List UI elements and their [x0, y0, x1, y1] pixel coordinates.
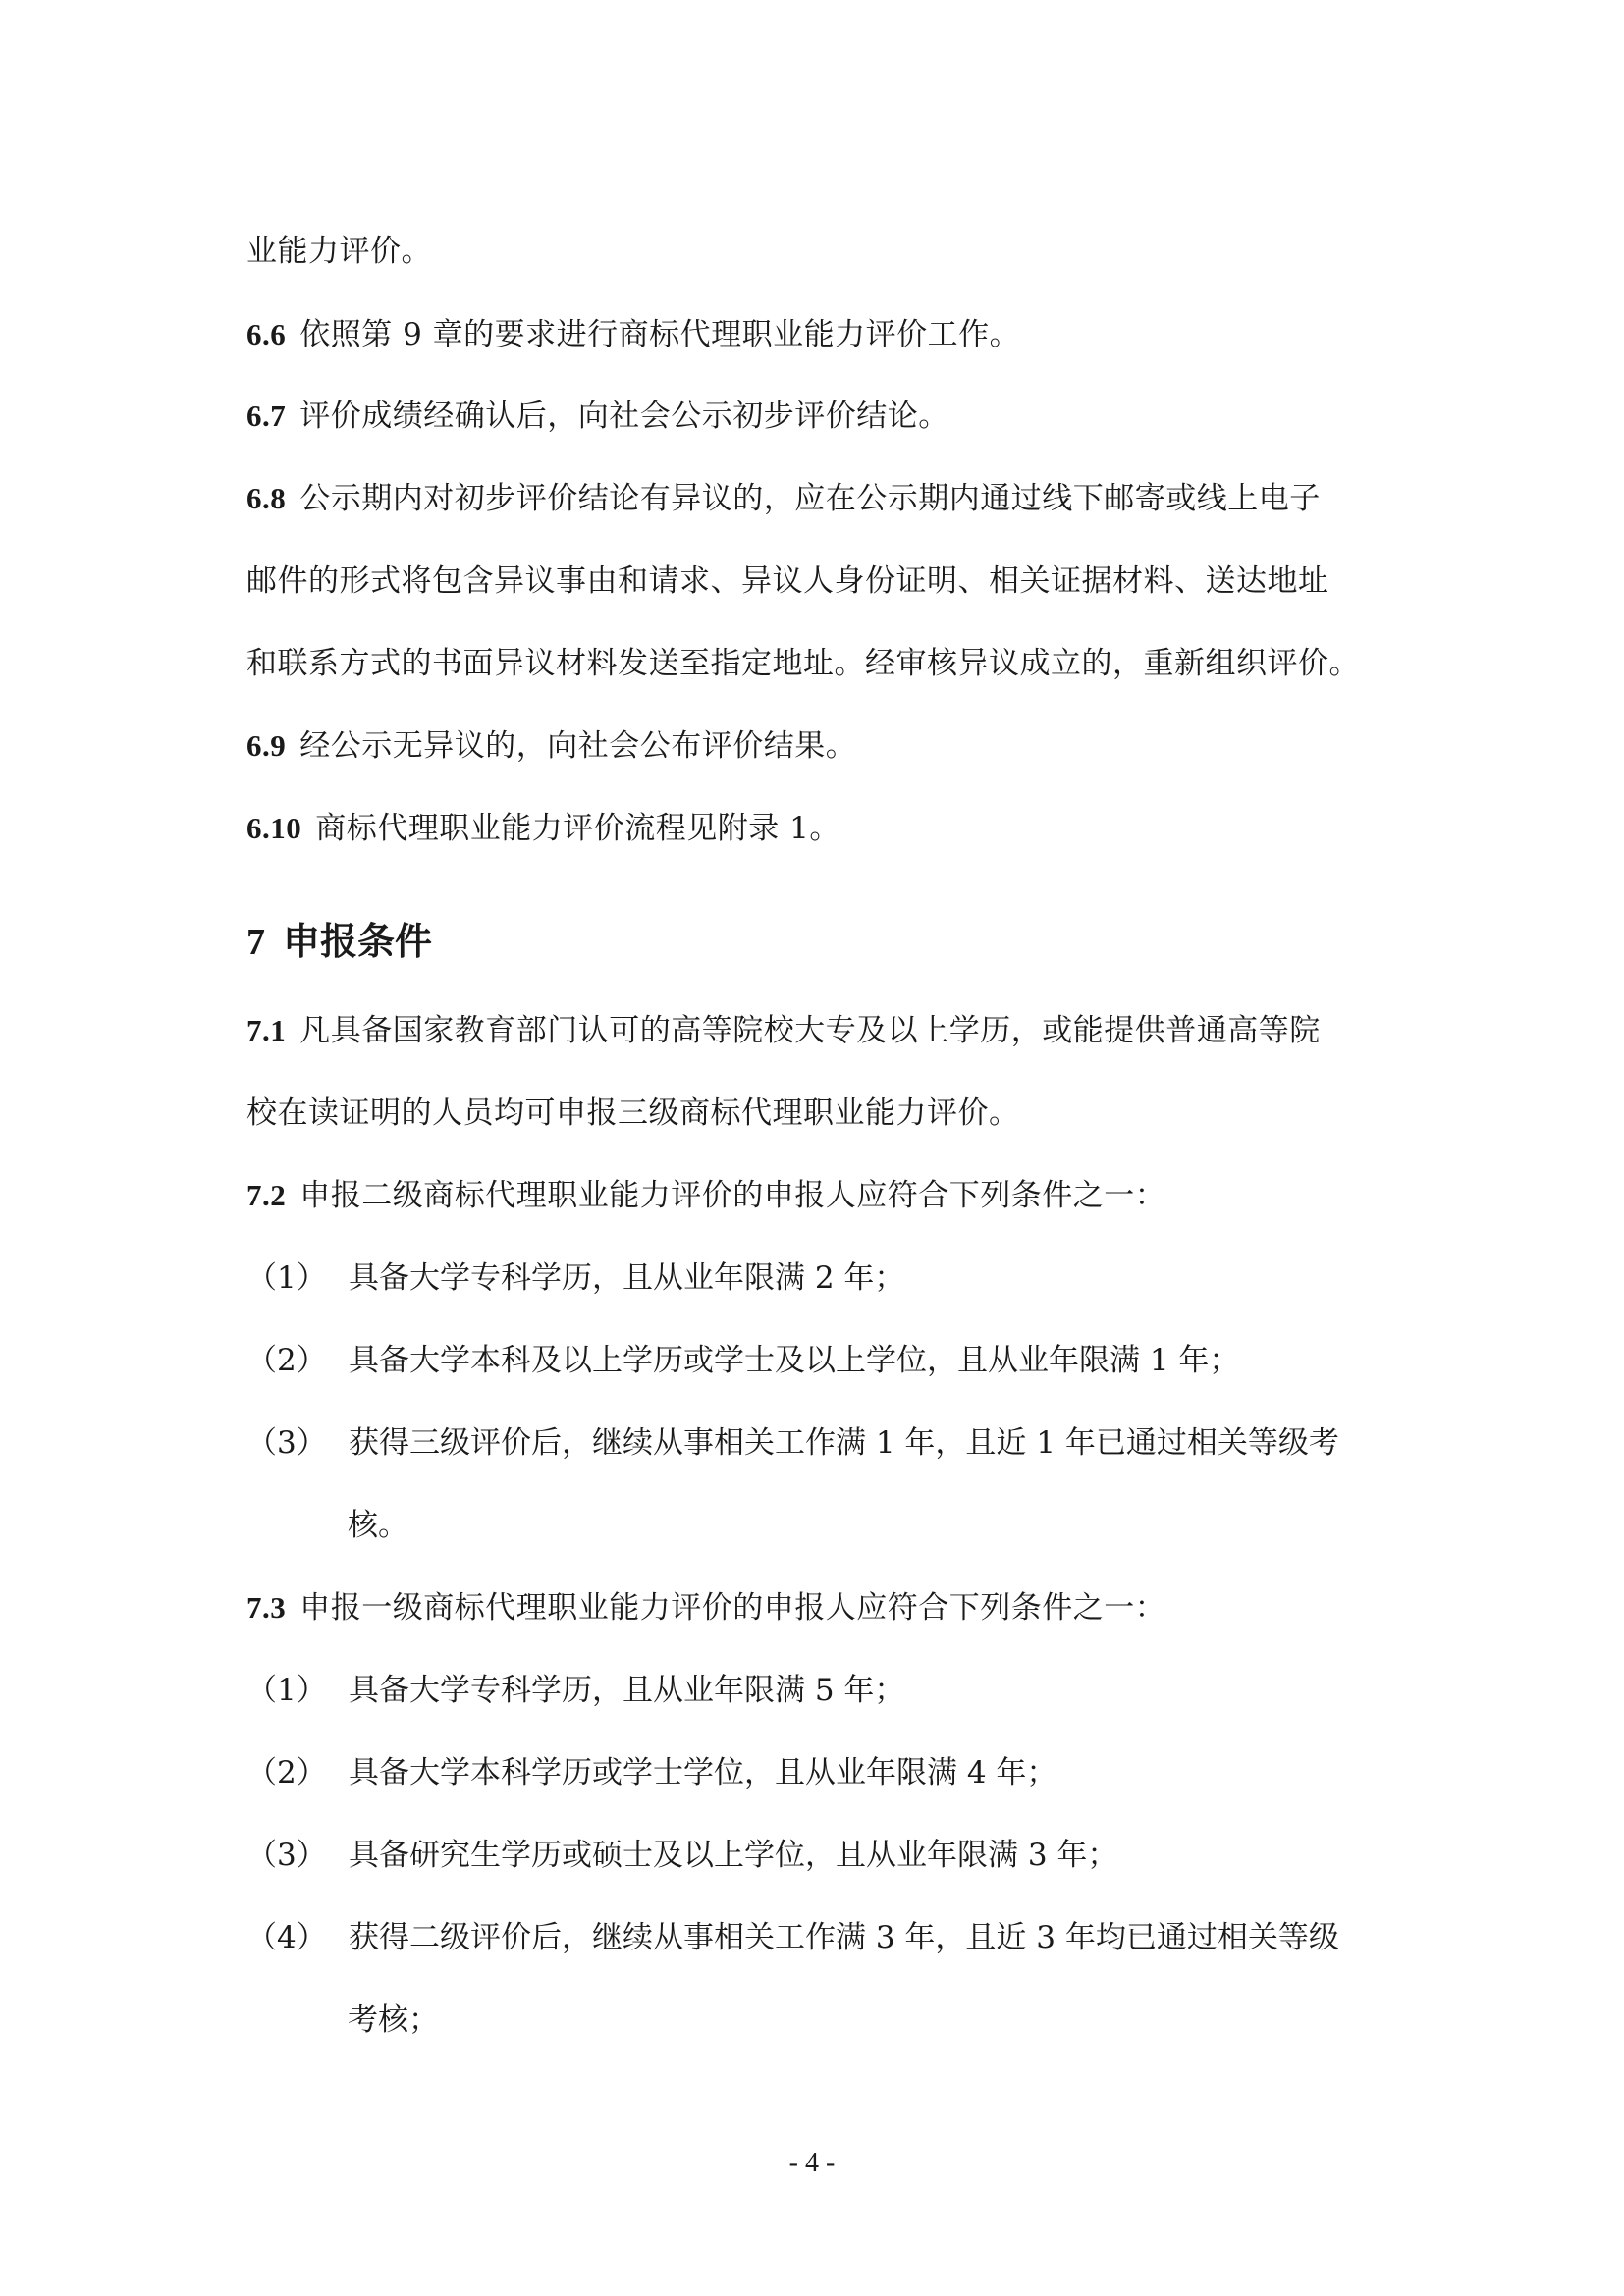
clause-number: 7.2: [246, 1178, 287, 1212]
continuation-line: 业能力评价。: [246, 234, 432, 269]
clause-6-8-line-3: 和联系方式的书面异议材料发送至指定地址。经审核异议成立的，重新组织评价。: [246, 646, 1360, 681]
item-text: 具备大学专科学历，且从业年限满 5 年；: [349, 1673, 905, 1708]
clause-6-7: [246, 397, 949, 436]
clause-text: 公示期内对初步评价结论有异议的，应在公示期内通过线下邮寄或线上电子: [299, 481, 1321, 516]
item-label: （3）: [246, 1425, 327, 1461]
item-text: 具备大学本科学历或学士学位，且从业年限满 4 年；: [349, 1755, 1057, 1790]
section-number: 7: [246, 922, 265, 963]
clause-7-3-item-1: [246, 1671, 904, 1710]
clause-text: 申报一级商标代理职业能力评价的申报人应符合下列条件之一：: [299, 1590, 1166, 1626]
item-text: 具备研究生学历或硕士及以上学位，且从业年限满 3 年；: [349, 1838, 1118, 1873]
item-text: 具备大学专科学历，且从业年限满 2 年；: [349, 1260, 905, 1296]
item-label: （3）: [246, 1838, 327, 1873]
clause-number: 6.7: [246, 399, 287, 433]
item-text: 具备大学本科及以上学历或学士及以上学位，且从业年限满 1 年；: [349, 1343, 1240, 1378]
clause-6-9: [246, 726, 856, 766]
section-title: 申报条件: [283, 920, 433, 963]
item-label: （1）: [246, 1673, 327, 1708]
clause-7-3-item-3: [246, 1836, 1117, 1875]
clause-text: 依照第 9 章的要求进行商标代理职业能力评价工作。: [299, 317, 1021, 352]
clause-text: 商标代理职业能力评价流程见附录 1。: [315, 811, 840, 846]
clause-7-2-item-3: [246, 1423, 1339, 1463]
clause-text: 凡具备国家教育部门认可的高等院校大专及以上学历，或能提供普通高等院: [299, 1013, 1321, 1048]
section-7-heading: [246, 918, 432, 966]
clause-text: 评价成绩经确认后，向社会公示初步评价结论。: [299, 399, 949, 434]
clause-number: 7.3: [246, 1590, 287, 1625]
clause-6-8: [246, 479, 1321, 518]
clause-7-3-item-4: [246, 1918, 1339, 1957]
clause-6-8-line-2: 邮件的形式将包含异议事由和请求、异议人身份证明、相关证据材料、送达地址: [246, 563, 1329, 599]
clause-text: 经公示无异议的，向社会公布评价结果。: [299, 728, 857, 764]
item-text: 获得三级评价后，继续从事相关工作满 1 年，且近 1 年已通过相关等级考: [349, 1425, 1339, 1461]
clause-7-1-line-2: 校在读证明的人员均可申报三级商标代理职业能力评价。: [246, 1095, 1020, 1131]
clause-7-3-item-4-cont: 考核；: [348, 2002, 439, 2038]
clause-number: 6.8: [246, 481, 287, 515]
clause-7-2-item-2: [246, 1341, 1239, 1380]
clause-7-2-item-3-cont: 核。: [348, 1508, 408, 1543]
page-number: - 4 -: [788, 2148, 836, 2178]
item-label: （1）: [246, 1260, 327, 1296]
clause-7-1: [246, 1011, 1321, 1050]
clause-7-2-item-1: [246, 1258, 904, 1298]
clause-7-3-item-2: [246, 1753, 1056, 1792]
clause-6-6: [246, 315, 1020, 354]
clause-number: 7.1: [246, 1013, 287, 1047]
clause-text: 申报二级商标代理职业能力评价的申报人应符合下列条件之一：: [299, 1178, 1166, 1213]
clause-number: 6.9: [246, 728, 287, 763]
clause-6-10: [246, 809, 840, 848]
item-label: （2）: [246, 1343, 327, 1378]
clause-number: 6.6: [246, 317, 287, 351]
item-label: （2）: [246, 1755, 327, 1790]
item-text: 获得二级评价后，继续从事相关工作满 3 年，且近 3 年均已通过相关等级: [349, 1920, 1339, 1955]
item-label: （4）: [246, 1920, 327, 1955]
clause-number: 6.10: [246, 811, 302, 845]
clause-7-3: [246, 1588, 1165, 1628]
clause-7-2: [246, 1176, 1165, 1215]
